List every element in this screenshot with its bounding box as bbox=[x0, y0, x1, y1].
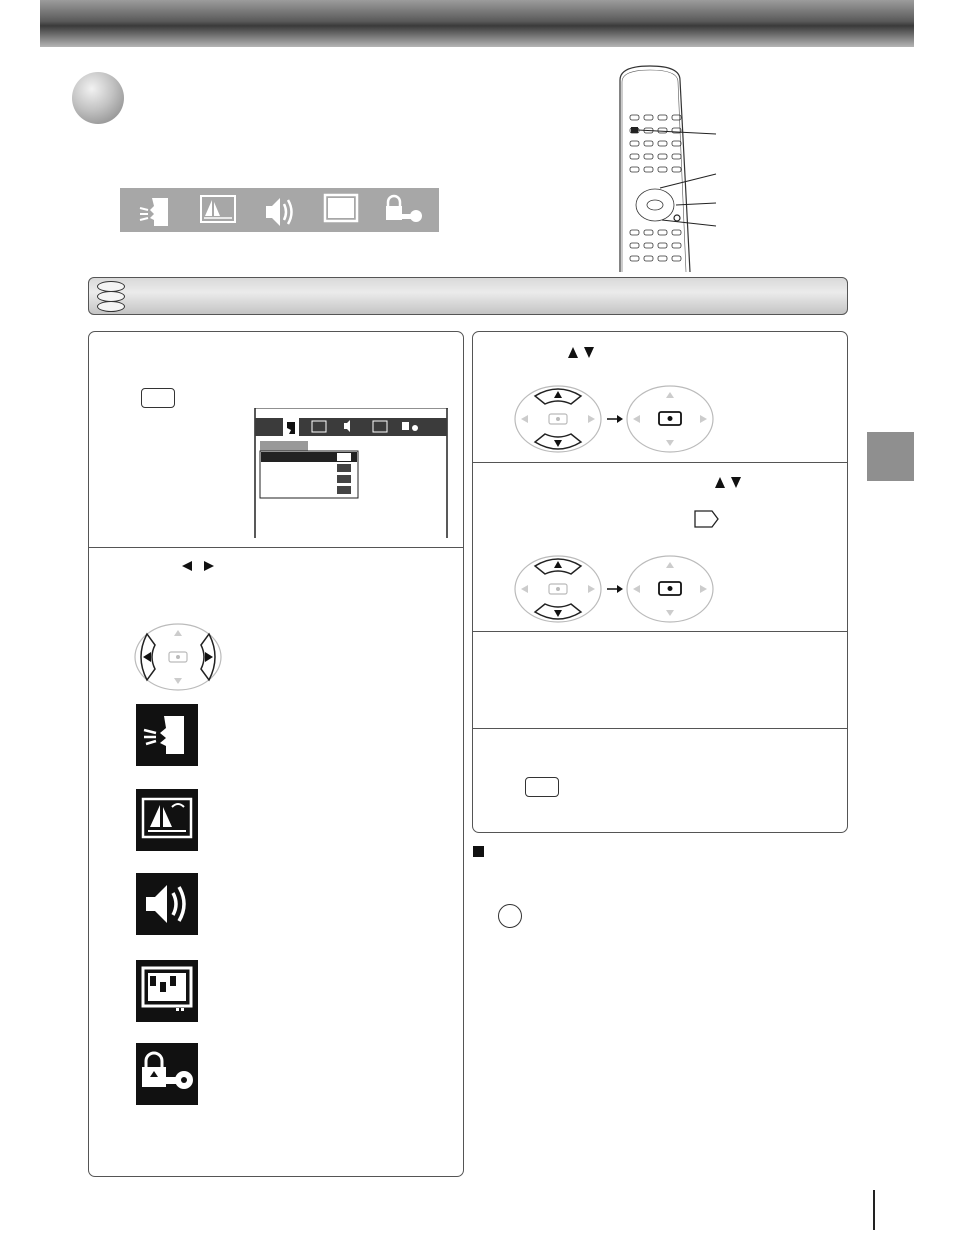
disc-oval-3 bbox=[97, 301, 125, 312]
setup-button-graphic bbox=[141, 388, 175, 408]
picture-sailboat-icon bbox=[201, 196, 235, 222]
padlock-key-icon bbox=[386, 196, 422, 222]
remote-control-illustration bbox=[600, 60, 740, 275]
setup-button-graphic-2 bbox=[525, 777, 559, 797]
page-header-bar bbox=[40, 0, 914, 47]
up-down-then-enter-pads-2 bbox=[513, 554, 717, 624]
picture-sailboat-icon bbox=[136, 789, 198, 851]
left-right-arrows-label bbox=[180, 559, 220, 575]
speaking-head-icon bbox=[136, 704, 198, 766]
return-button-graphic bbox=[498, 904, 522, 928]
left-steps-panel bbox=[88, 331, 464, 1177]
abc-subtitle-icon bbox=[325, 195, 357, 221]
section-bullet-sphere bbox=[72, 72, 124, 124]
speaker-sound-icon bbox=[266, 198, 292, 226]
setup-icon-strip bbox=[120, 188, 439, 232]
speaking-head-icon bbox=[140, 198, 168, 226]
up-down-arrows-label bbox=[567, 345, 607, 361]
page-number-rule bbox=[873, 1190, 875, 1230]
note-bullet bbox=[473, 846, 484, 857]
up-down-arrows-label-2 bbox=[714, 475, 754, 491]
speaker-sound-icon bbox=[136, 873, 198, 935]
left-right-nav-pad bbox=[133, 622, 267, 692]
abc-subtitle-icon bbox=[136, 960, 198, 1022]
disc-type-banner bbox=[88, 277, 848, 315]
setup-menu-screen bbox=[254, 408, 448, 538]
chapter-side-tab bbox=[867, 432, 914, 481]
right-steps-panel bbox=[472, 331, 848, 833]
padlock-key-icon bbox=[136, 1043, 198, 1105]
up-down-then-enter-pads bbox=[513, 384, 717, 454]
enter-tag-graphic bbox=[694, 510, 720, 528]
